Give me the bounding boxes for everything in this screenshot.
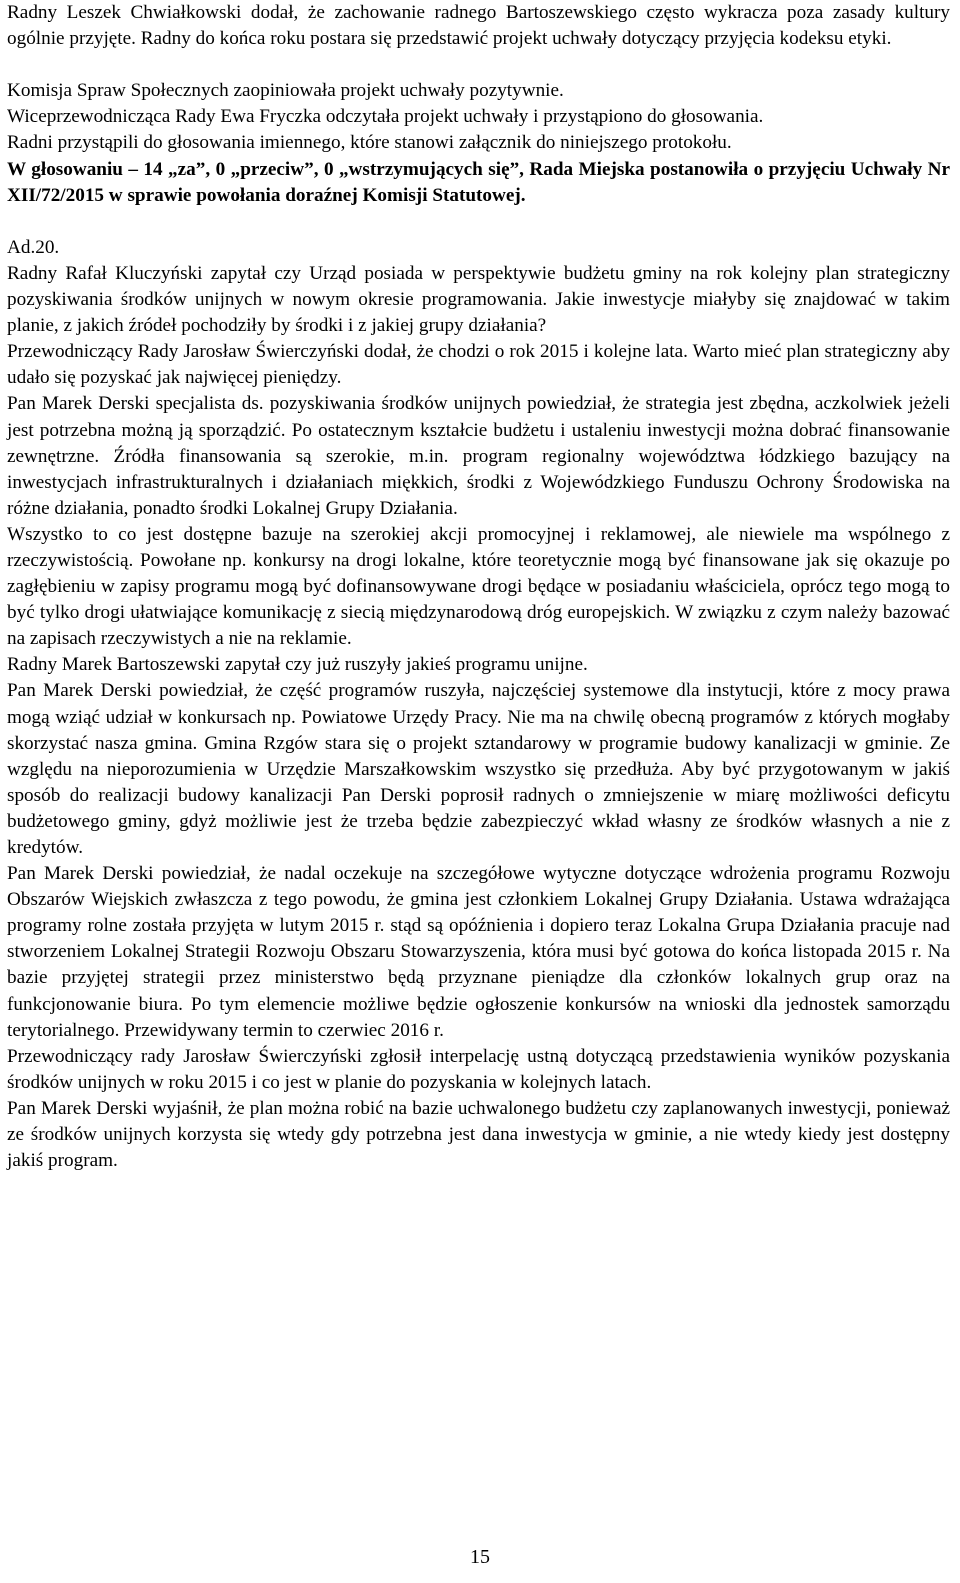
document-body — [7, 0, 950, 1174]
paragraph: Przewodniczący Rady Jarosław Świerczyński dodał, że chodzi o rok 2015 i kolejne lata. Warto mieć plan strategiczny aby udało się pozyskać jak najwięcej pieniędzy. — [7, 341, 950, 389]
paragraph: Pan Marek Derski powiedział, że część programów ruszyła, najczęściej systemowe dla instytucji, które z mocy prawa mogą wziąć udział w konkursach np. Powiatowe Urzędy Pracy. Nie ma na chwilę obecną programów z których mogłaby skorzystać nasza gmina. Gmina Rzgów stara się o projekt sztandarowy w programie budowy kanalizacji w gminie. Ze względu na nieporozumienia w Urzędzie Marszałkowskim wszystko się przedłuża. Aby być przygotowanym w jakiś sposób do realizacji budowy kanalizacji Pan Derski poprosił radnych o zmniejszenie w miarę możliwości deficytu budżetowego gminy, gdyż możliwie jest że trzeba będzie zabezpieczyć wkład własny ze środków własnych a nie z kredytów. — [7, 680, 950, 858]
paragraph: Przewodniczący rady Jarosław Świerczyński zgłosił interpelację ustną dotyczącą przedstawienia wyników pozyskania środków unijnych w roku 2015 i co jest w planie do pozyskania w kolejnych latach. — [7, 1045, 950, 1093]
paragraph: Radny Leszek Chwiałkowski dodał, że zachowanie radnego Bartoszewskiego często wykracza poza zasady kultury ogólnie przyjęte. Radny do końca roku postara się przedstawić projekt uchwały dotyczący przyjęcia kodeksu etyki. — [7, 2, 950, 50]
paragraph: Wiceprzewodnicząca Rady Ewa Fryczka odczytała projekt uchwały i przystąpiono do głosowania. — [7, 106, 764, 128]
agenda-item-heading: Ad.20. — [7, 236, 60, 258]
paragraph: Wszystko to co jest dostępne bazuje na szerokiej akcji promocyjnej i reklamowej, ale niewiele ma wspólnego z rzeczywistością. Powołane np. konkursy na drogi lokalne, które teoretycznie mogą być finansowane jak się okazuje po zagłębieniu w zapisy programu mogą być dofinansowywane drogi będące w posiadaniu właściciela, oprócz tego mogą to być tylko drogi ułatwiające komunikację z siecią międzynarodową dróg europejskich. W związku z czym należy bazować na zapisach rzeczywistych a nie na reklamie. — [7, 523, 950, 650]
paragraph: Radny Marek Bartoszewski zapytał czy już ruszyły jakieś programu unijne. — [7, 654, 588, 676]
paragraph: Radny Rafał Kluczyński zapytał czy Urząd posiada w perspektywie budżetu gminy na rok kolejny plan strategiczny pozyskiwania środków unijnych w nowym okresie programowania. Jakie inwestycje miałyby się znajdować w takim planie, z jakich źródeł pochodziły by środki i z jakiej grupy działania? — [7, 262, 950, 337]
paragraph-gap — [7, 52, 950, 78]
paragraph-gap — [7, 209, 950, 235]
voting-result: W głosowaniu – 14 „za”, 0 „przeciw”, 0 „wstrzymujących się”, Rada Miejska postanowiła o przyjęciu Uchwały Nr XII/72/2015 w sprawie powołania doraźnej Komisji Statutowej. — [7, 158, 950, 206]
page-number: 15 — [470, 1546, 490, 1568]
paragraph: Pan Marek Derski powiedział, że nadal oczekuje na szczegółowe wytyczne dotyczące wdrożenia programu Rozwoju Obszarów Wiejskich zwłaszcza z tego powodu, że gmina jest członkiem Lokalnej Grupy Działania. Ustawa wdrażająca programy rolne została przyjęta w lutym 2015 r. stąd są opóźnienia i dopiero teraz Lokalna Grupa Działania pracuje nad stworzeniem Lokalnej Strategii Rozwoju Obszaru Stowarzyszenia, która musi być gotowa do końca listopada 2015 r. Na bazie przyjętej strategii przez ministerstwo będą przyznane pieniądze dla członków lokalnych grup oraz na funkcjonowanie biura. Po tym elemencie możliwe będzie ogłoszenie konkursów na wnioski dla jednostek samorządu terytorialnego. Przewidywany termin to czerwiec 2016 r. — [7, 863, 950, 1041]
paragraph: Pan Marek Derski specjalista ds. pozyskiwania środków unijnych powiedział, że strategia jest zbędna, aczkolwiek jeżeli jest potrzebna możną ją sporządzić. Po ostatecznym kształcie budżetu i ustaleniu inwestycji można dobrać finansowanie zewnętrzne. Źródła finansowania są szerokie, m.in. program regionalny województwa łódzkiego bazujący na inwestycjach infrastrukturalnych i działaniach miękkich, środki z Wojewódzkiego Funduszu Ochrony Środowiska na różne działania, ponadto środki Lokalnej Grupy Działania. — [7, 393, 950, 519]
paragraph: Pan Marek Derski wyjaśnił, że plan można robić na bazie uchwalonego budżetu czy zaplanowanych inwestycji, ponieważ ze środków unijnych korzysta się wtedy gdy potrzebna jest dana inwestycja w gminie, a nie wtedy kiedy jest dostępny jakiś program. — [7, 1097, 950, 1172]
paragraph: Komisja Spraw Społecznych zaopiniowała projekt uchwały pozytywnie. — [7, 80, 564, 102]
paragraph: Radni przystąpili do głosowania imiennego, które stanowi załącznik do niniejszego protokołu. — [7, 132, 732, 154]
